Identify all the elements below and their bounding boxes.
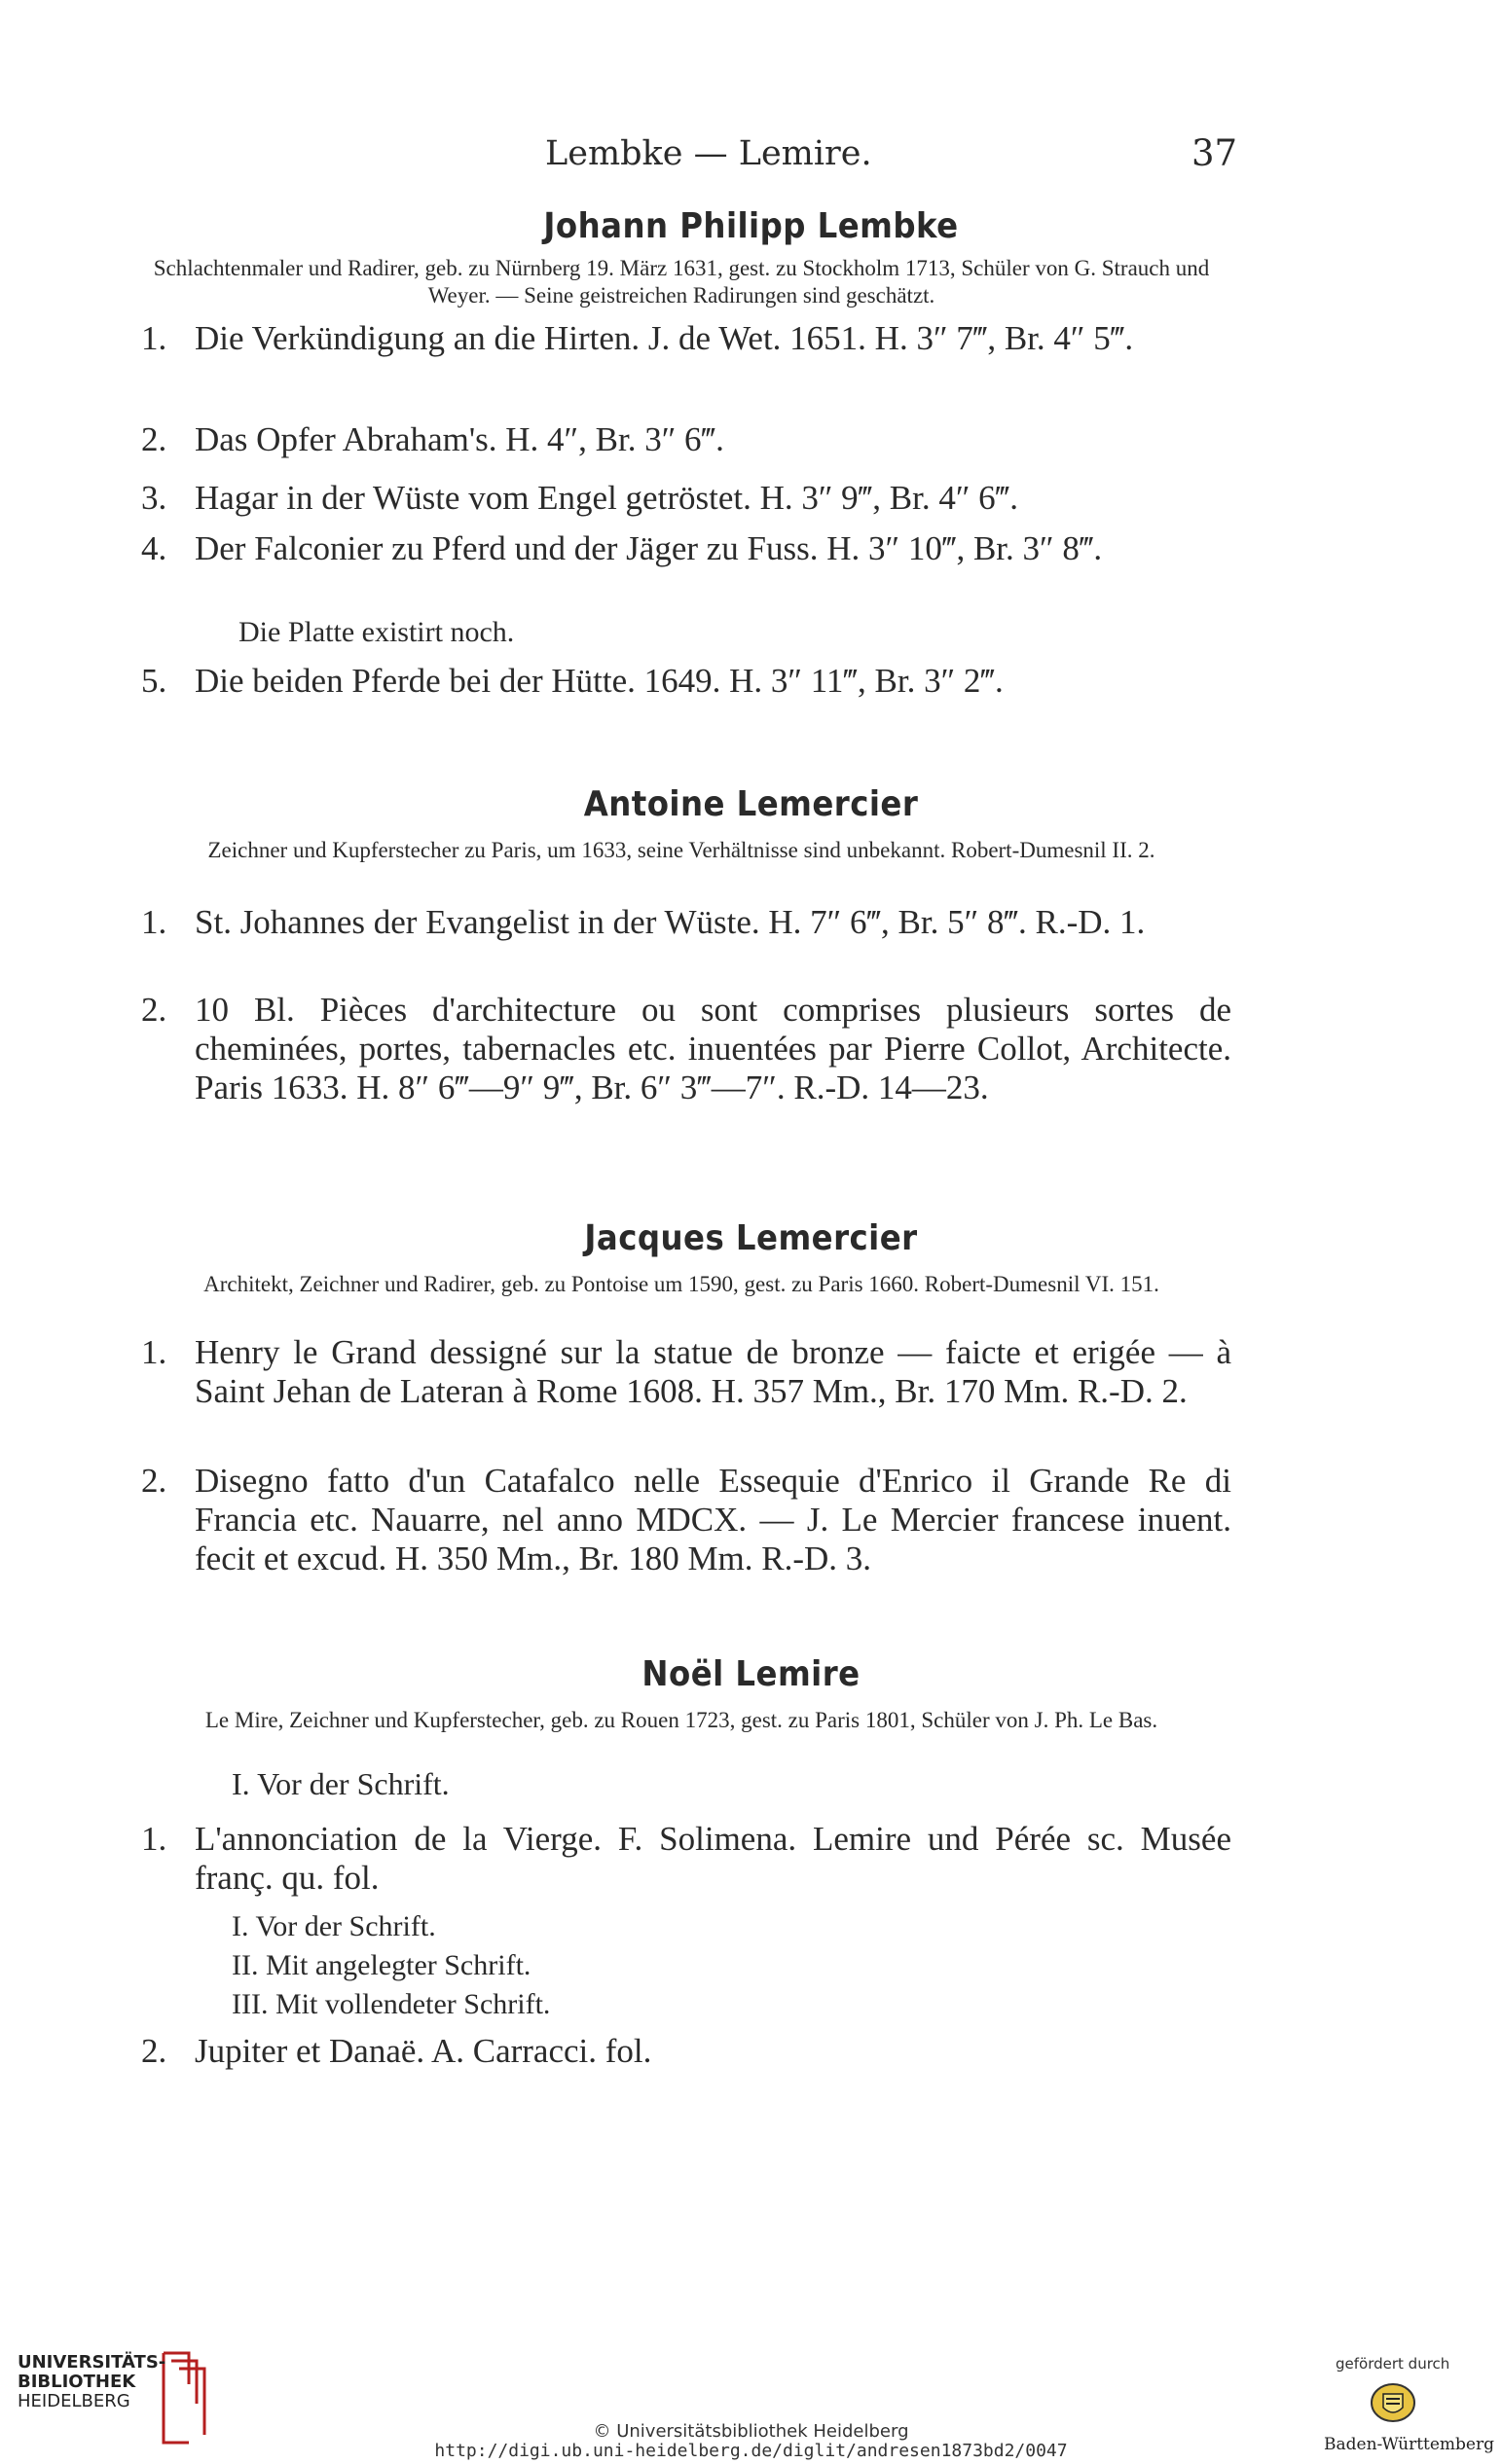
catalog-entry (141, 1333, 1231, 1411)
entry-text: Das Opfer Abraham's. H. 4″, Br. 3″ 6‴. (195, 420, 724, 458)
library-name-line: HEIDELBERG (18, 2391, 130, 2411)
section-bio-lembke: Schlachtenmaler und Radirer, geb. zu Nürnberg 19. März 1631, gest. zu Stockholm 1713, Schüler von G. Strauch und Weyer. — Seine geistreichen Radirungen sind geschätzt. (153, 256, 1210, 308)
entry-number: 1. (141, 1333, 167, 1371)
entry-note: Die Platte existirt noch. (238, 616, 515, 648)
entry-number: 4. (141, 529, 167, 567)
entry-text: St. Johannes der Evangelist in der Wüste. H. 7″ 6‴, Br. 5″ 8‴. R.-D. 1. (195, 903, 1146, 941)
catalog-entry (141, 420, 1231, 459)
library-name-line: UNIVERSITÄTS- (18, 2352, 166, 2373)
coat-of-arms-icon (1368, 2380, 1418, 2425)
running-head: Lembke — Lemire. (545, 134, 872, 173)
entry-text: Jupiter et Danaë. A. Carracci. fol. (195, 2032, 652, 2070)
entry-number: 1. (141, 1820, 167, 1858)
section-title-noel-lemire: Noël Lemire (641, 1654, 861, 1694)
state-line: I. Vor der Schrift. (232, 1910, 436, 1942)
catalog-entry (141, 991, 1231, 1107)
catalog-entry (141, 903, 1231, 942)
copyright-notice: © Universitätsbibliothek Heidelberg (593, 2421, 909, 2442)
source-url-link[interactable]: http://digi.ub.uni-heidelberg.de/diglit/andresen1873bd2/0047 (434, 2441, 1068, 2461)
library-name-line: BIBLIOTHEK (18, 2372, 136, 2392)
entry-number: 3. (141, 479, 167, 517)
entry-text: Die Verkündigung an die Hirten. J. de Wet. 1651. H. 3″ 7‴, Br. 4″ 5‴. (195, 319, 1134, 357)
funded-by-label: gefördert durch (1336, 2355, 1450, 2373)
section-bio-jacques-lemercier: Architekt, Zeichner und Radirer, geb. zu Pontoise um 1590, gest. zu Paris 1660. Robert-Dumesnil VI. 151. (203, 1272, 1159, 1296)
catalog-entry (141, 2032, 1231, 2071)
entry-number: 2. (141, 420, 167, 458)
entry-text: Der Falconier zu Pferd und der Jäger zu Fuss. H. 3″ 10‴, Br. 3″ 8‴. (195, 529, 1103, 567)
entry-number: 1. (141, 319, 167, 357)
library-name (18, 2353, 165, 2411)
state-line: III. Mit vollendeter Schrift. (232, 1988, 551, 2020)
entry-number: 5. (141, 662, 167, 700)
entry-number: 2. (141, 2032, 167, 2070)
section-title-lembke: Johann Philipp Lembke (543, 206, 959, 246)
state-line: II. Mit angelegter Schrift. (232, 1949, 531, 1981)
catalog-entry (141, 1462, 1231, 1578)
section-bio-antoine-lemercier: Zeichner und Kupferstecher zu Paris, um 1633, seine Verhältnisse sind unbekannt. Robert-Dumesnil II. 2. (207, 838, 1155, 862)
entry-text: Die beiden Pferde bei der Hütte. 1649. H. 3″ 11‴, Br. 3″ 2‴. (195, 662, 1004, 700)
catalog-entry (141, 319, 1231, 358)
catalog-entry (141, 479, 1231, 518)
section-bio-noel-lemire: Le Mire, Zeichner und Kupferstecher, geb. zu Rouen 1723, gest. zu Paris 1801, Schüler von J. Ph. Le Bas. (204, 1708, 1158, 1732)
entry-number: 2. (141, 1462, 167, 1500)
catalog-entry (141, 529, 1231, 568)
entry-text: Disegno fatto d'un Catafalco nelle Essequie d'Enrico il Grande Re di Francia etc. Nauarre, nel anno MDCX. — J. Le Mercier francese inuent. fecit et excud. H. 350 Mm., Br. 180 Mm. R.-D. 3. (195, 1462, 1231, 1577)
page-number: 37 (1191, 132, 1238, 174)
entry-number: 2. (141, 991, 167, 1029)
catalog-entry (141, 662, 1231, 701)
section-title-jacques-lemercier: Jacques Lemercier (584, 1218, 918, 1258)
entry-number: 1. (141, 903, 167, 941)
entry-text: 10 Bl. Pièces d'architecture ou sont comprises plusieurs sortes de cheminées, portes, tabernacles etc. inuentées par Pierre Collot, Architecte. Paris 1633. H. 8″ 6‴—9″ 9‴, Br. 6″ 3‴—7″. R.-D. 14—23. (195, 991, 1231, 1106)
state-name: Baden-Württemberg (1324, 2435, 1494, 2454)
entry-text: L'annonciation de la Vierge. F. Solimena. Lemire und Pérée sc. Musée franç. qu. fol. (195, 1820, 1231, 1897)
catalog-entry (141, 1820, 1231, 1898)
section-title-antoine-lemercier: Antoine Lemercier (583, 784, 919, 824)
state-note: I. Vor der Schrift. (232, 1766, 450, 1801)
entry-text: Henry le Grand dessigné sur la statue de bronze — faicte et erigée — à Saint Jehan de Lateran à Rome 1608. H. 357 Mm., Br. 170 Mm. R.-D. 2. (195, 1333, 1231, 1410)
entry-text: Hagar in der Wüste vom Engel getröstet. H. 3″ 9‴, Br. 4″ 6‴. (195, 479, 1018, 517)
